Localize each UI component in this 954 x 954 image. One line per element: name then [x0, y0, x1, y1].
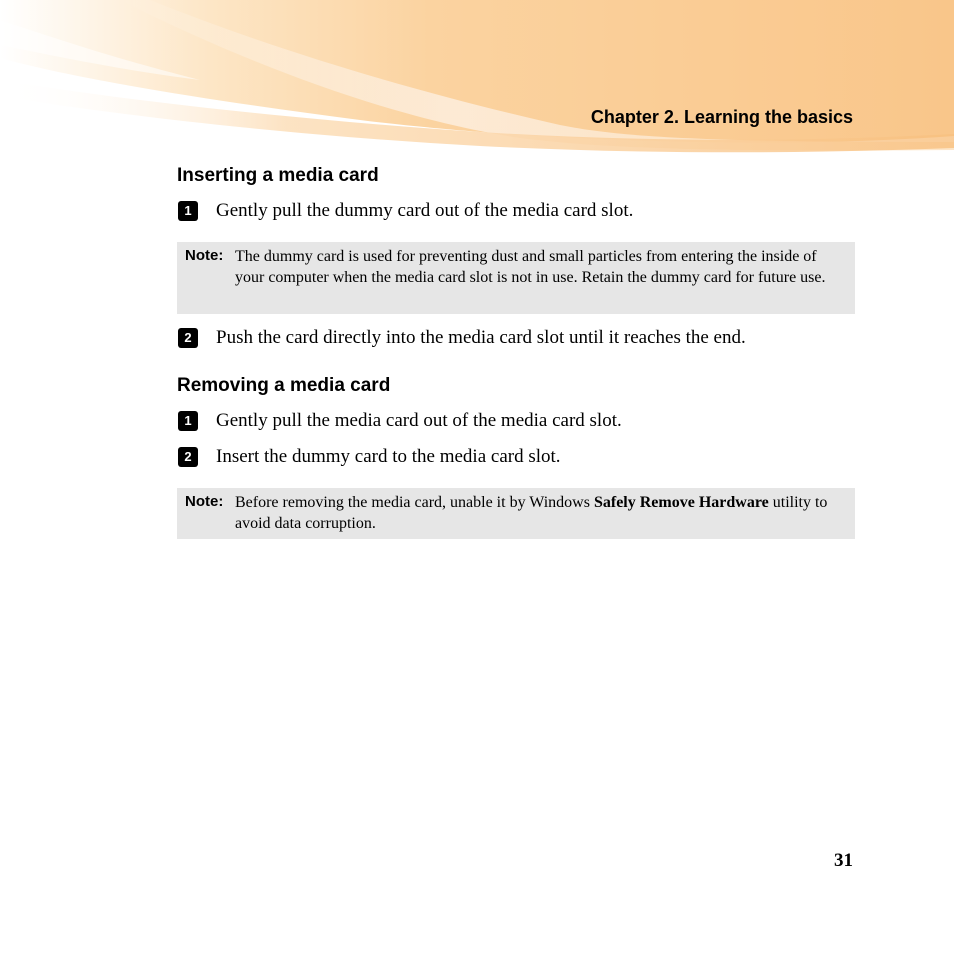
step-text: Push the card directly into the media card slot until it reaches the end. [216, 327, 746, 348]
step-text: Gently pull the media card out of the media card slot. [216, 410, 622, 431]
step-item [178, 327, 858, 351]
section-heading-removing: Removing a media card [177, 375, 391, 396]
step-item [178, 410, 858, 434]
note-text [235, 492, 835, 534]
step-text: Insert the dummy card to the media card slot. [216, 446, 561, 467]
note-label: Note: [185, 493, 224, 510]
note-box [177, 488, 855, 539]
note-ui-term: Safely Remove Hardware [593, 494, 769, 511]
step-text: Gently pull the dummy card out of the media card slot. [216, 200, 634, 221]
step-number-badge: 1 [178, 201, 198, 221]
step-number-badge: 1 [178, 411, 198, 431]
note-text-part: Before removing the media card, unable it by Windows [235, 494, 594, 511]
note-box [177, 242, 855, 314]
note-text: The dummy card is used for preventing dust and small particles from entering the inside of your computer when the media card slot is not in use. Retain the dummy card for future use. [235, 248, 826, 286]
step-number-badge: 2 [178, 328, 198, 348]
chapter-title: Chapter 2. Learning the basics [590, 107, 853, 127]
section-heading-inserting: Inserting a media card [177, 165, 379, 186]
header-banner [0, 0, 954, 160]
note-text-part: utility to avoid data corruption. [235, 494, 828, 532]
step-item [178, 446, 858, 470]
step-number-badge: 2 [178, 447, 198, 467]
note-label: Note: [185, 247, 224, 264]
page-number: 31 [834, 850, 853, 871]
step-item [178, 200, 858, 224]
